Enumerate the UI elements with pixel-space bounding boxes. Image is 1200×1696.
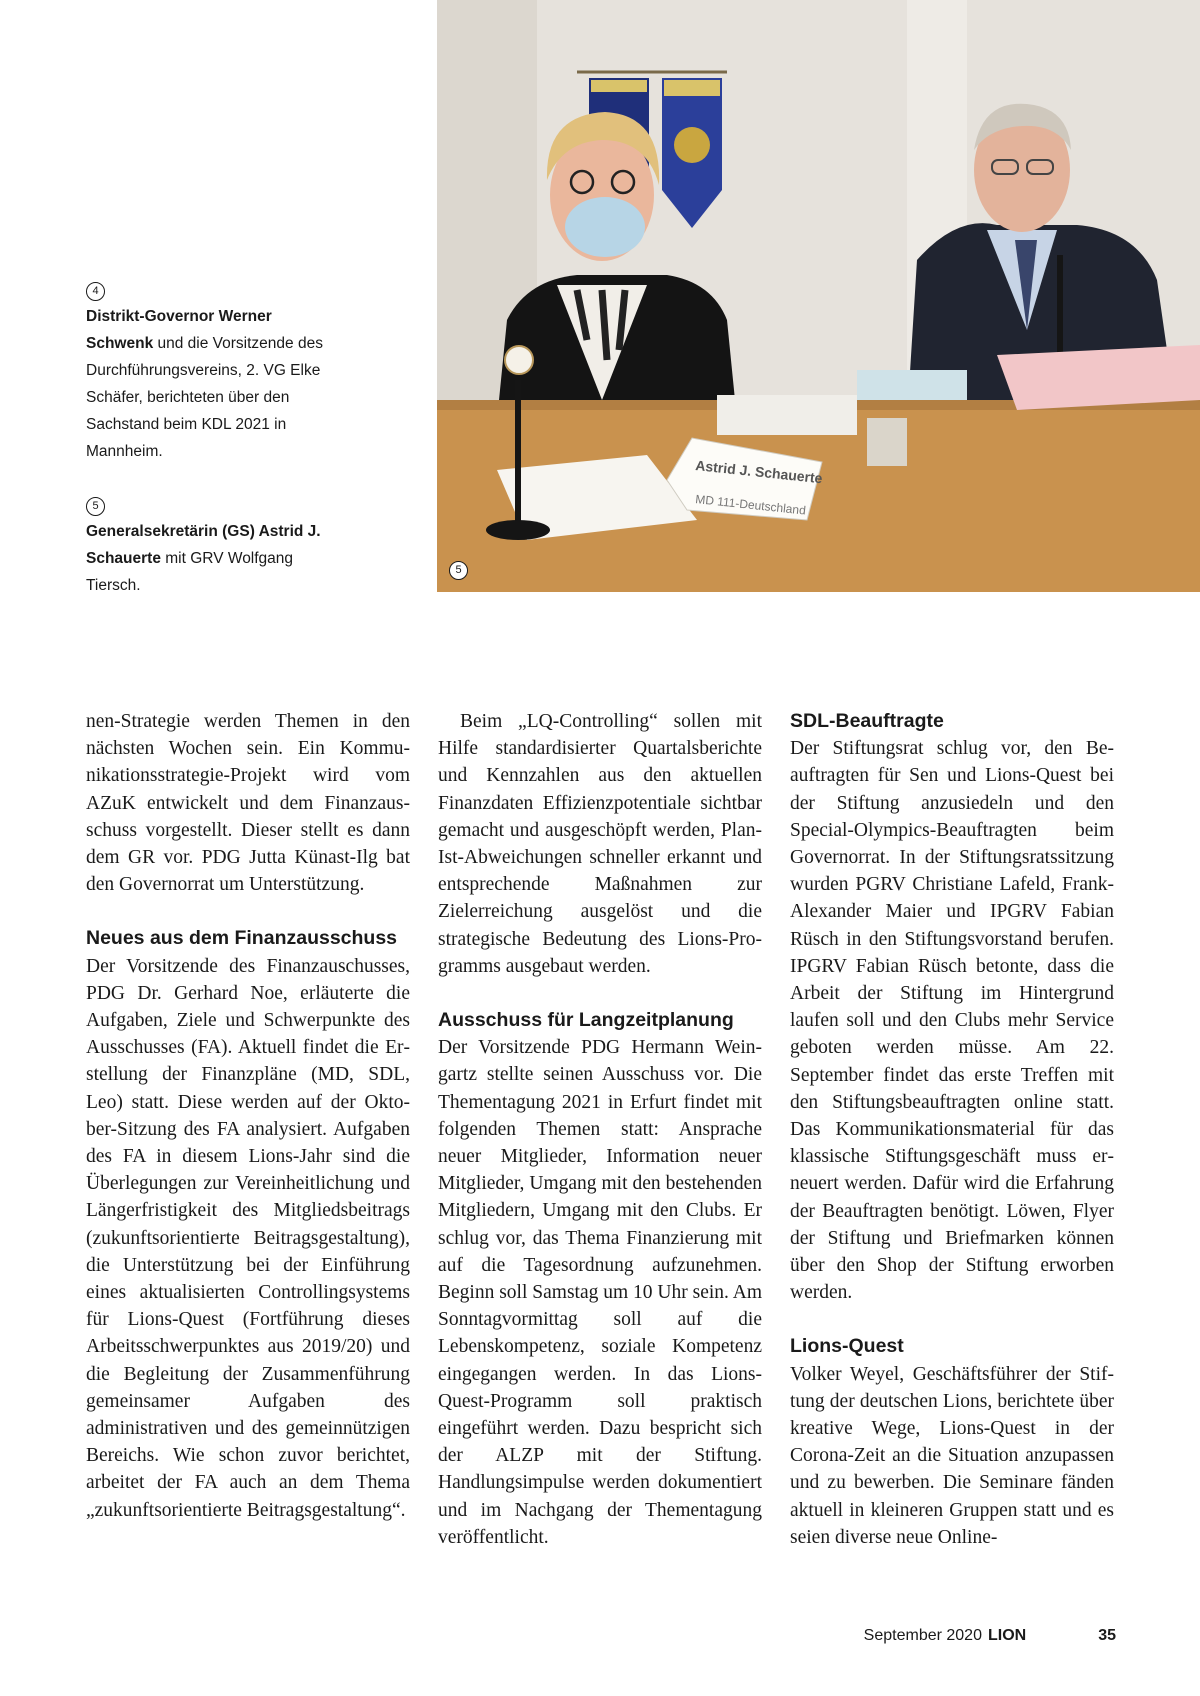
footer-brand: LION	[987, 1627, 1027, 1644]
section-heading-lions-quest: Lions-Quest	[790, 1335, 904, 1358]
caption-bold-name: Distrikt-Governor Werner Schwenk	[86, 308, 272, 352]
paragraph: Beim „LQ-Controlling“ sollen mit Hilfe standardisierter Quartalsberichte und Kennzahlen aus den aktuellen Finanzdaten Effizienzpotentiale sichtbar gemacht und ausgeschöpft werden, Plan-Ist-Abweichungen schneller erkannt und entsprechende Maßnahmen zur Zielerreichung ausgelöst und die strategische Bedeutung des Lions-Programms ausgebaut werden.	[438, 711, 762, 977]
paragraph: Volker Weyel, Geschäftsführer der Stiftung der deutschen Lions, berichtete über kreative Wege, Lions-Quest in der Corona-Zeit an die Situation anzupassen und zu bewerben. Die Seminare fänden aktuell in kleineren Gruppen statt und es seien diverse neue Online-	[790, 1363, 1114, 1548]
nameplate-org: MD 111-Deutschland	[694, 492, 807, 518]
page-number: 35	[1098, 1627, 1116, 1644]
paragraph: Der Vorsitzende des Finanzauschusses, PDG Dr. Gerhard Noe, erläuterte die Aufgaben, Ziele und Schwerpunkte des Ausschusses (FA). Aktuell findet die Erstellung der Finanzpläne (MD, SDL, Leo) statt. Diese werden auf der Oktober-Sitzung des FA analysiert. Aufgaben des FA in diesem Lions-Jahr sind die Überlegungen zur Vereinheitlichung und Längerfristigkeit des Mitgliedsbeitrags (zukunftsorientierte Beitragsgestaltung), die Unterstützung bei der Einführung eines aktualisierten Controllingsystems für Lions-Quest (Fortführung dieses Arbeitsschwerpunktes aus 2019/20) und die Begleitung der Zusammenführung gemeinsamer Aufgaben des administrativen und des gemeinnützigen Bereichs. Wie schon zuvor berichtet, arbeitet der FA auch an dem Thema „zukunftsorientierte Beitragsgestaltung“.	[86, 955, 410, 1521]
text-column-2	[438, 708, 762, 1551]
caption-text: mit GRV Wolfgang Tiersch.	[86, 550, 294, 594]
section-heading-sdl-beauftragte: SDL-Beauftragte	[790, 710, 944, 732]
nameplate-name: Astrid J. Schauerte	[694, 457, 824, 487]
paragraph: Der Stiftungsrat schlug vor, den Beauftragten für Sen und Lions-Quest bei der Stiftung anzusiedeln und den Special-Olympics-Beauftragten beim Governorrat. In der Stiftungsratssitzung wurden PGRV Christiane Lafeld, Frank-Alexander Maier und IPGRV Fabian Rüsch in den Stiftungsvorstand berufen. IPGRV Fabian Rüsch betonte, dass die Arbeit der Stiftung im Hintergrund laufen soll und den Clubs mehr Service geboten werden müsse. Am 22. September findet das erste Treffen mit den Stiftungsbeauftragten online statt. Das Kommunikationsmaterial für das klassische Stiftungsgeschäft muss erneuert werden. Dafür wird die Erfahrung der Beauftragten benötigt. Löwen, Flyer der Stiftung und Briefmarken können über den Shop der Stiftung erworben werden.	[790, 738, 1114, 1304]
footer-issue: September 2020	[863, 1627, 982, 1644]
paragraph: Der Vorsitzende PDG Hermann Weingartz stellte seinen Ausschuss vor. Die Thementagung 2021 in Erfurt findet mit folgenden Themen statt: Ansprache neuer Mitglieder, Information neuer Mitglieder, Umgang mit den bestehenden Mitgliedern, Umgang mit den Clubs. Er schlug vor, das Thema Finanzierung mit auf die Tagesordnung aufzunehmen. Beginn soll Samstag um 10 Uhr sein. Am Sonntagvormittag soll auf die Lebenskompetenz, soziale Kompetenz eingegangen werden. In das Lions-Quest-Programm soll praktisch eingeführt werden. Dazu bespricht sich der ALZP mit der Stiftung. Handlungsimpulse werden dokumentiert und im Nachgang der Thementagung veröffentlicht.	[438, 1037, 762, 1548]
caption-text: und die Vorsitzende des Durchführungsvereins, 2. VG Elke Schäfer, berichteten über den Sachstand beim KDL 2021 in Mannheim.	[86, 335, 323, 460]
caption-number-badge: 4	[86, 282, 105, 301]
text-column-3	[790, 708, 1114, 1551]
photo-number-badge: 5	[449, 561, 468, 580]
meeting-photo	[437, 0, 1200, 592]
caption-bold-name: Generalsekretärin (GS) Astrid J. Schauerte	[86, 523, 321, 567]
section-heading-langzeitplanung: Ausschuss für Langzeitplanung	[438, 1009, 734, 1032]
caption-5	[86, 491, 326, 599]
caption-4	[86, 276, 326, 465]
section-heading-finanzausschuss: Neues aus dem Finanzausschuss	[86, 927, 398, 950]
page-footer	[864, 1627, 1116, 1645]
paragraph: nen-Strategie werden Themen in den nächsten Wochen sein. Ein Kommunikationsstrategie-Projekt wird vom AZuK entwickelt und dem Finanzausschuss vorgestellt. Dieser stellt es dann dem GR vor. PDG Jutta Künast-Ilg bat den Governorrat um Unterstützung.	[86, 711, 410, 896]
caption-number-badge: 5	[86, 497, 105, 516]
meeting-photo-illustration	[437, 0, 1200, 592]
text-column-1	[86, 708, 410, 1524]
